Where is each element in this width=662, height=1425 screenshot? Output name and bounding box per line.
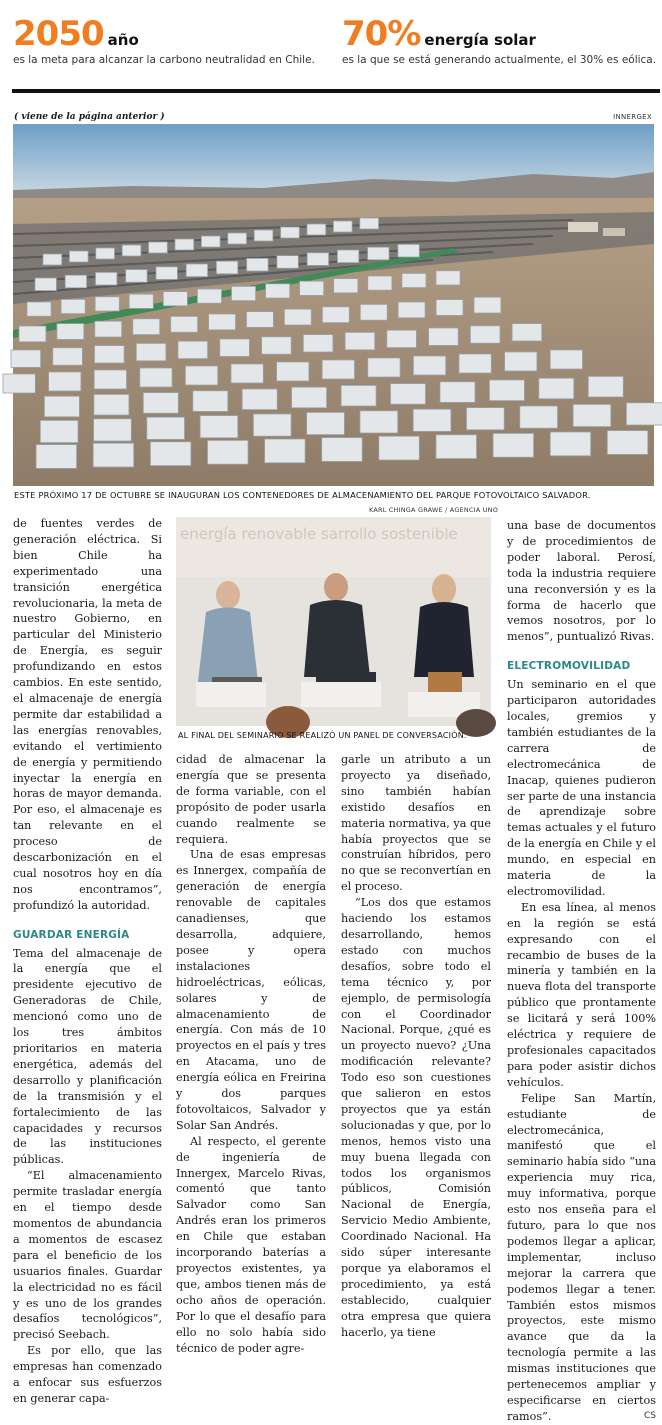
article-column-1 [13, 516, 162, 1407]
storage-container [171, 316, 198, 332]
storage-container [368, 247, 389, 260]
storage-container [163, 292, 187, 306]
article-column-3 [341, 752, 491, 1341]
storage-container [247, 312, 274, 328]
storage-container [307, 253, 328, 266]
storage-container [95, 297, 119, 311]
paragraph: de fuentes verdes de generación eléctrica. Si bien Chile ha experimentado una transición energética revolucionaria, la meta de nuestro Gobierno, en particular del Ministerio de Energía, es seguir profundizando en estos cambios. En este sentido, el almacenaje de energía permite dar estabilidad a las energías renovables, evitando el vertimiento de energía y permitiendo inyectar la energía en horas de mayor demanda. Por eso, el almacenaje es tan relevante en el proceso de descarbonización en el cual nosotros hoy en día nos encontramos”, profundizó la autoridad. [13, 517, 162, 912]
storage-container [242, 389, 277, 410]
storage-container [133, 319, 160, 335]
storage-container [307, 412, 345, 434]
storage-container [281, 227, 300, 238]
storage-container [43, 254, 62, 265]
storage-container [284, 309, 311, 325]
storage-container [265, 439, 306, 463]
storage-container [368, 276, 392, 290]
stat-solar [342, 14, 656, 66]
storage-container [588, 376, 623, 397]
stat-carbon [13, 14, 315, 66]
storage-container [65, 275, 86, 288]
storage-container [254, 230, 273, 241]
storage-container [539, 378, 574, 399]
stats-header [0, 0, 662, 90]
storage-container [150, 442, 191, 466]
storage-container [337, 250, 358, 263]
storage-container [512, 324, 542, 341]
photo-credit: KARL CHINGA GRAWE / AGENCIA UNO [369, 506, 499, 514]
stat-unit: energía solar [424, 31, 536, 49]
storage-container [322, 307, 349, 323]
storage-container [216, 261, 237, 274]
storage-container [93, 443, 134, 467]
panel-photo-caption: AL FINAL DEL SEMINARIO SE REALIZÓ UN PANEL DE CONVERSACIÓN. [178, 731, 467, 740]
storage-container [277, 362, 309, 381]
storage-container [413, 409, 451, 431]
storage-container [505, 352, 537, 371]
paragraph: cidad de almacenar la energía que se presenta de forma variable, con el propósito de poder usarla cuando realmente se requiera. [176, 753, 326, 846]
section-heading-guardar-energia: GUARDAR ENERGÍA [13, 928, 130, 941]
storage-container [201, 236, 220, 247]
storage-container [292, 387, 327, 408]
screen-text: energía renovable sarrollo sostenible [180, 525, 458, 543]
storage-container [197, 289, 221, 303]
storage-container [126, 270, 147, 283]
article-column-2 [176, 752, 326, 1356]
continuation-kicker: ( viene de la página anterior ) [14, 112, 165, 122]
paragraph: Al respecto, el gerente de ingeniería de Innergex, Marcelo Rivas, comentó que tanto Salvador como San Andrés eran los primeros en Chile que estaban incorporando baterías a proyectos existentes, ya que, ambos tienen más de ocho años de operación. Por lo que el desafío para ello no solo había sido técnico de poder agre- [176, 1134, 326, 1355]
paragraph: una base de documentos y de procedimientos de poder laboral. Perosí, toda la industria requiere una reconversión y es la forma de hacerlo que vemos nosotros, por lo menos”, puntualizó Rivas. [507, 519, 656, 644]
stat-unit: año [107, 31, 139, 49]
storage-container [334, 279, 358, 293]
storage-container [228, 233, 247, 244]
storage-container [398, 244, 419, 257]
storage-container [436, 271, 460, 285]
photo-caption: ESTE PRÓXIMO 17 DE OCTUBRE SE INAUGURAN LOS CONTENEDORES DE ALMACENAMIENTO DEL PARQUE FOTOVOLTAICO SALVADOR. [14, 490, 591, 500]
storage-container [391, 384, 426, 405]
storage-container [61, 299, 85, 313]
storage-container [322, 438, 363, 462]
storage-container [247, 258, 268, 271]
storage-container [303, 335, 333, 352]
storage-container [436, 300, 463, 316]
storage-container [178, 341, 208, 358]
stat-number: 2050 [13, 14, 104, 54]
storage-container [140, 368, 172, 387]
stat-description: es la que se está generando actualmente, el 30% es eólica. [342, 54, 657, 66]
storage-container [520, 406, 558, 428]
stat-number: 70% [342, 14, 421, 54]
storage-container [474, 297, 501, 313]
paragraph: garle un atributo a un proyecto ya diseñado, sino también habían existido desafíos en materia normativa, ya que había proyectos que se construían híbridos, pero no que se reconvertían en el proceso. [341, 753, 491, 894]
storage-container [300, 281, 324, 295]
storage-container [49, 372, 81, 391]
storage-container [94, 394, 129, 415]
storage-container [193, 391, 228, 412]
storage-container [27, 302, 51, 316]
storage-container [550, 432, 591, 456]
storage-container [341, 385, 376, 406]
storage-container [53, 348, 83, 365]
storage-container [186, 264, 207, 277]
paragraph: Es por ello, que las empresas han comenzado a enfocar sus esfuerzos en generar capa- [13, 1344, 162, 1405]
paragraph: En esa línea, al menos en la región se está expresando con el recambio de buses de la minería y también en la nueva flota del transporte público que prontamente se licitará y será 100% eléctrica y requiere de profesionales capacitados para poder asistir dichos vehículos. [507, 900, 656, 1089]
storage-container [489, 380, 524, 401]
storage-container [467, 408, 505, 430]
paragraph-text: Felipe San Martín, estudiante de electromecánica, manifestó que el seminario había sido “una experiencia muy rica, muy informativa, porque esto nos enseña para el futuro, para lo que nos podemos llegar a aplicar, implementar, incluso mejorar la carrera que podemos llegar a tener. También estos mismos proyectos, este mismo avance que da la tecnología permite a las mismas instituciones que pertenecemos ampliar y especificarse en ciertos ramos”. [507, 1091, 656, 1423]
photo-credit-top: INNERGEX [613, 113, 652, 121]
storage-container [35, 278, 56, 291]
paragraph: Tema del almacenaje de la energía que el presidente ejecutivo de Generadoras de Chile, mencionó como uno de los tres ámbitos prioritarios en materia energética, además del desarrollo y planificación de la transmisión y el fortalecimiento de las capacidades y recursos de las instituciones públicas. [13, 946, 162, 1167]
storage-container [307, 224, 326, 235]
storage-container [220, 339, 250, 356]
storage-container [94, 419, 132, 441]
storage-container [122, 245, 141, 256]
paragraph: Una de esas empresas es Innergex, compañía de generación de energía renovable de capitales canadienses, que desarrolla, adquiere, posee y opera instalaciones hidroeléctricas, eólicas, solares y de almacenamiento de energía. Con más de 10 proyectos en el país y tres en Atacama, uno de energía eólica en Freirina y dos parques fotovoltaicos, Salvador y Solar San Andrés. [176, 848, 326, 1132]
storage-container [3, 374, 35, 393]
paragraph: Un seminario en el que participaron autoridades locales, gremios y también estudiantes de la carrera de electromecánica de Inacap, quienes pudieron ser parte de una instancia de aprendizaje sobre temas actuales y el futuro de la energía en Chile y el mundo, en especial en materia de la electromovilidad. [507, 678, 656, 898]
stat-description: es la meta para alcanzar la carbono neutralidad en Chile. [13, 54, 315, 66]
storage-container [253, 414, 291, 436]
storage-container [96, 272, 117, 285]
storage-container [368, 358, 400, 377]
storage-container [209, 314, 236, 330]
storage-container [143, 393, 178, 414]
storage-container [40, 420, 78, 442]
storage-container [379, 436, 420, 460]
paragraph [507, 1091, 656, 1425]
section-divider [12, 89, 660, 93]
storage-container [208, 440, 249, 464]
storage-container [360, 304, 387, 320]
storage-container [36, 445, 77, 469]
storage-container [333, 221, 352, 232]
storage-container [95, 321, 122, 337]
storage-container [129, 294, 153, 308]
article-column-4 [507, 518, 656, 1425]
storage-container [440, 382, 475, 403]
storage-container [175, 239, 194, 250]
storage-container [156, 267, 177, 280]
storage-container [436, 435, 477, 459]
storage-container [493, 433, 533, 457]
section-heading-electromovilidad: ELECTROMOVILIDAD [507, 660, 631, 673]
storage-container [322, 360, 354, 379]
storage-container [387, 330, 417, 347]
storage-container [44, 396, 79, 417]
storage-container [262, 337, 292, 354]
storage-container [459, 354, 491, 373]
storage-container [232, 286, 256, 300]
storage-container [550, 350, 582, 369]
storage-container [626, 403, 662, 425]
storage-container [147, 417, 185, 439]
storage-container [360, 218, 379, 229]
storage-container [94, 370, 126, 389]
storage-container [398, 302, 425, 318]
paragraph: “Los dos que estamos haciendo los estamos desarrollando, hemos estado con muchos desafíos, sobre todo el tema técnico y, por ejemplo, de permisología con el Coordinador Nacional. Porque, ¿qué es un proyecto nuevo? ¿Una modificación relevante? Todo eso son cuestiones que salieron en estos proyectos que ya están solucionadas y que, por lo menos, hemos visto una muy buena llegada con todos los organismos públicos, Comisión Nacional de Energía, Servicio Medio Ambiente, Coordinado Nacional. Ha sido súper interesante porque ya elaboramos el procedimiento, ya está establecido, cualquier otra empresa que quiera hacerlo, ya tiene [341, 896, 491, 1339]
storage-container [149, 242, 168, 253]
storage-container [573, 404, 611, 426]
storage-container [95, 346, 125, 363]
storage-container [185, 366, 217, 385]
storage-container [360, 411, 398, 433]
storage-container [231, 364, 263, 383]
storage-container [345, 332, 375, 349]
storage-container [266, 284, 290, 298]
paragraph: “El almacenamiento permite trasladar energía en el tiempo desde momentos de abundancia a momentos de escasez para el beneficio de los usuarios finales. Guardar la electricidad no es fácil y es uno de los grandes desafíos tecnológicos”, precisó Seebach. [13, 1169, 162, 1342]
seminar-panel-photo [176, 517, 491, 726]
storage-container [470, 326, 500, 343]
storage-container [136, 343, 166, 360]
storage-container [96, 248, 115, 259]
storage-containers-photo [13, 124, 654, 486]
storage-container [19, 326, 46, 342]
storage-container [69, 251, 88, 262]
storage-container [200, 416, 238, 438]
storage-container [402, 273, 426, 287]
storage-container [57, 324, 84, 340]
storage-container [607, 431, 648, 455]
storage-container [429, 328, 459, 345]
storage-container [277, 256, 298, 269]
end-mark: CS [644, 1410, 656, 1421]
storage-container [11, 350, 41, 367]
storage-container [413, 356, 445, 375]
